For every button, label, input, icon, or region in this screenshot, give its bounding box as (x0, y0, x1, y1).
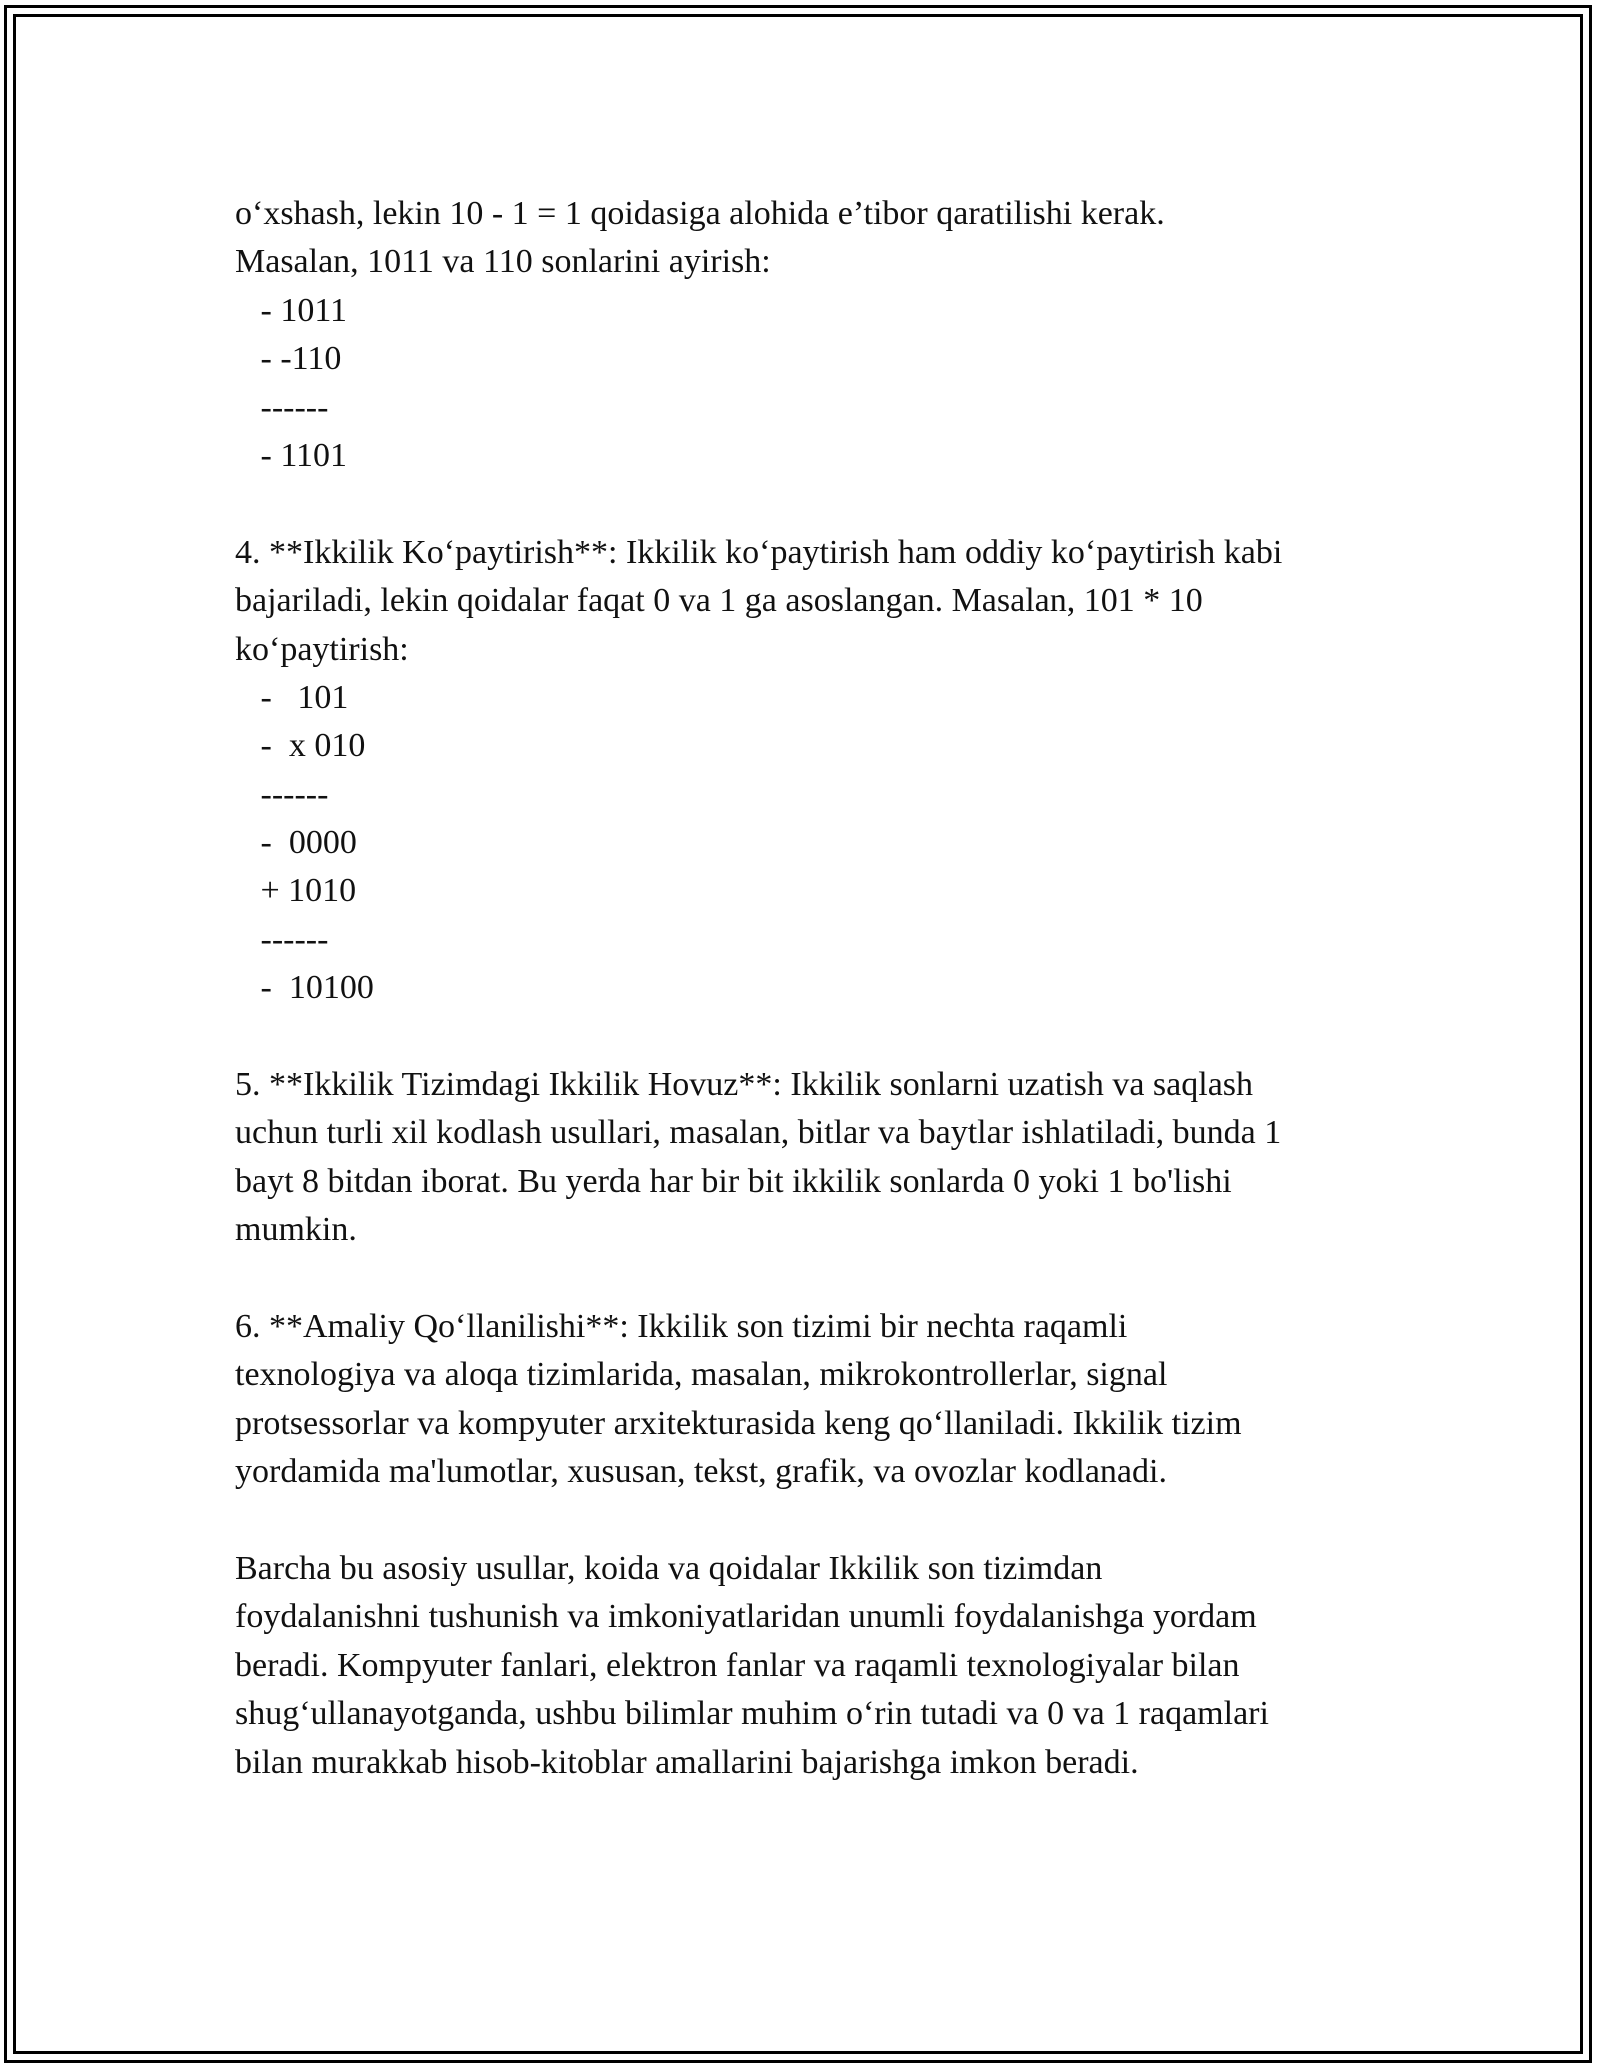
section-5-line: 5. **Ikkilik Tizimdagi Ikkilik Hovuz**: Ikkilik sonlarni uzatish va saqlash (235, 1066, 1254, 1104)
multiplication-line: - 10100 (235, 969, 374, 1007)
multiplication-line: ------ (235, 775, 329, 813)
conclusion-line: Barcha bu asosiy usullar, koida va qoidalar Ikkilik son tizimdan (235, 1549, 1103, 1587)
blank-line (235, 1497, 1385, 1545)
blank-line (235, 1013, 1385, 1061)
conclusion-line: beradi. Kompyuter fanlari, elektron fanlar va raqamli texnologiyalar bilan (235, 1646, 1240, 1684)
document-body (235, 190, 1385, 1787)
conclusion-line: shug‘ullanayotganda, ushbu bilimlar muhim o‘rin tutadi va 0 va 1 raqamlari (235, 1695, 1269, 1733)
text-line: Masalan, 1011 va 110 sonlarini ayirish: (235, 243, 771, 281)
multiplication-line: - 0000 (235, 824, 357, 862)
section-5-line: uchun turli xil kodlash usullari, masalan, bitlar va baytlar ishlatiladi, bunda 1 (235, 1114, 1282, 1152)
subtraction-line: - 1011 (235, 291, 348, 329)
multiplication-line: - 101 (235, 678, 349, 716)
subtraction-line: - -110 (235, 340, 342, 378)
section-5-line: mumkin. (235, 1211, 357, 1249)
section-6-line: yordamida ma'lumotlar, xususan, tekst, grafik, va ovozlar kodlanadi. (235, 1453, 1167, 1491)
section-4-line: bajariladi, lekin qoidalar faqat 0 va 1 ga asoslangan. Masalan, 101 * 10 (235, 582, 1203, 620)
section-4-line: ko‘paytirish: (235, 630, 409, 668)
section-6-line: protsessorlar va kompyuter arxitekturasida keng qo‘llaniladi. Ikkilik tizim (235, 1404, 1242, 1442)
section-4-line: 4. **Ikkilik Ko‘paytirish**: Ikkilik ko‘paytirish ham oddiy ko‘paytirish kabi (235, 533, 1283, 571)
multiplication-line: ------ (235, 920, 329, 958)
section-5-line: bayt 8 bitdan iborat. Bu yerda har bir bit ikkilik sonlarda 0 yoki 1 bo'lishi (235, 1162, 1232, 1200)
conclusion-line: foydalanishni tushunish va imkoniyatlaridan unumli foydalanishga yordam (235, 1598, 1257, 1636)
subtraction-line: - 1101 (235, 436, 348, 474)
multiplication-line: + 1010 (235, 872, 357, 910)
conclusion-line: bilan murakkab hisob-kitoblar amallarini bajarishga imkon beradi. (235, 1743, 1139, 1781)
subtraction-line: ------ (235, 388, 329, 426)
text-line: o‘xshash, lekin 10 - 1 = 1 qoidasiga alohida e’tibor qaratilishi kerak. (235, 195, 1165, 232)
section-6-line: 6. **Amaliy Qo‘llanilishi**: Ikkilik son tizimi bir nechta raqamli (235, 1307, 1128, 1345)
multiplication-line: - x 010 (235, 727, 366, 765)
blank-line (235, 480, 1385, 528)
blank-line (235, 1255, 1385, 1303)
section-6-line: texnologiya va aloqa tizimlarida, masalan, mikrokontrollerlar, signal (235, 1356, 1168, 1394)
